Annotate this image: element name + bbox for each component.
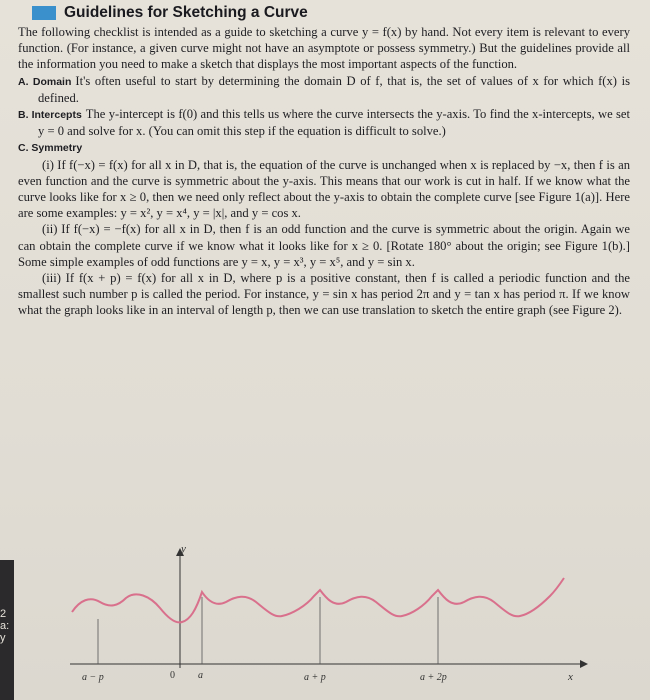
- tick-label-a-plus-p: a + p: [304, 672, 326, 683]
- section-heading: [32, 2, 308, 24]
- symmetry-label: C. Symmetry: [18, 142, 83, 155]
- intercepts-text: The y-intercept is f(0) and this tells us where the curve intersects the y-axis. To find the x-intercepts, we set y = 0 and solve for x. (You can omit this step if the equation is difficult to solve.): [38, 107, 630, 139]
- periodic-curve: [72, 578, 564, 622]
- intercepts-label: B. Intercepts: [18, 109, 82, 122]
- symmetry-odd-paragraph: (ii) If f(−x) = −f(x) for all x in D, then f is an odd function and the curve is symmetric about the origin. Again we can obtain the complete curve if we know what it looks like for x ≥ 0. [Rotate 180° about the origin; see Figure 1(b).] Some simple examples of odd functions are y = x, y = x³, y = x⁵, and y = sin x.: [18, 222, 630, 269]
- edge-marks: [0, 608, 9, 644]
- tick-label-a-minus-p: a − p: [82, 672, 104, 683]
- edge-mark-2: a:: [0, 620, 10, 632]
- symmetry-periodic-paragraph: (iii) If f(x + p) = f(x) for all x in D, where p is a positive constant, then f is called a periodic function and the smallest such number p is called the period. For instance, y = sin x has period 2π and y = tan x has period π. If we know what the graph looks like in an interval of length p, then we can use translation to sketch the entire graph (see Figure 2).: [18, 271, 630, 318]
- periodic-function-figure: [60, 540, 590, 690]
- y-axis-label: y: [181, 543, 186, 555]
- body-text: [18, 24, 630, 319]
- heading-color-bar: [32, 6, 56, 20]
- symmetry-even-paragraph: (i) If f(−x) = f(x) for all x in D, that is, the equation of the curve is unchanged when x is replaced by −x, then f is an even function and the curve is symmetric about the y-axis. This means that our work is cut in half. If we know what the curve looks like for x ≥ 0, then we need only reflect about the y-axis to obtain the complete curve [see Figure 1(a)]. Here are some examples: y = x², y = x⁴, y = |x|, and y = cos x.: [18, 157, 630, 221]
- edge-mark-1: 2: [0, 608, 7, 620]
- tick-label-zero: 0: [170, 670, 175, 681]
- domain-label: A. Domain: [18, 75, 72, 88]
- edge-mark-3: y: [0, 632, 6, 644]
- domain-item: [18, 73, 630, 106]
- heading-title: Guidelines for Sketching a Curve: [64, 4, 308, 21]
- intro-paragraph: The following checklist is intended as a guide to sketching a curve y = f(x) by hand. Not every item is relevant to every function. (For instance, a given curve might not have an asymptote or possess symmetry.) But the guidelines provide all the information you need to make a sketch that displays the most important aspects of the function.: [18, 25, 630, 72]
- intercepts-item: [18, 106, 630, 139]
- tick-label-a-plus-2p: a + 2p: [420, 672, 447, 683]
- domain-text: It's often useful to start by determining the domain D of f, that is, the set of values of x for which f(x) is defined.: [38, 73, 630, 105]
- x-axis-arrow: [580, 660, 588, 668]
- x-axis-label: x: [568, 671, 573, 683]
- symmetry-heading: [18, 139, 630, 156]
- tick-label-a: a: [198, 670, 203, 681]
